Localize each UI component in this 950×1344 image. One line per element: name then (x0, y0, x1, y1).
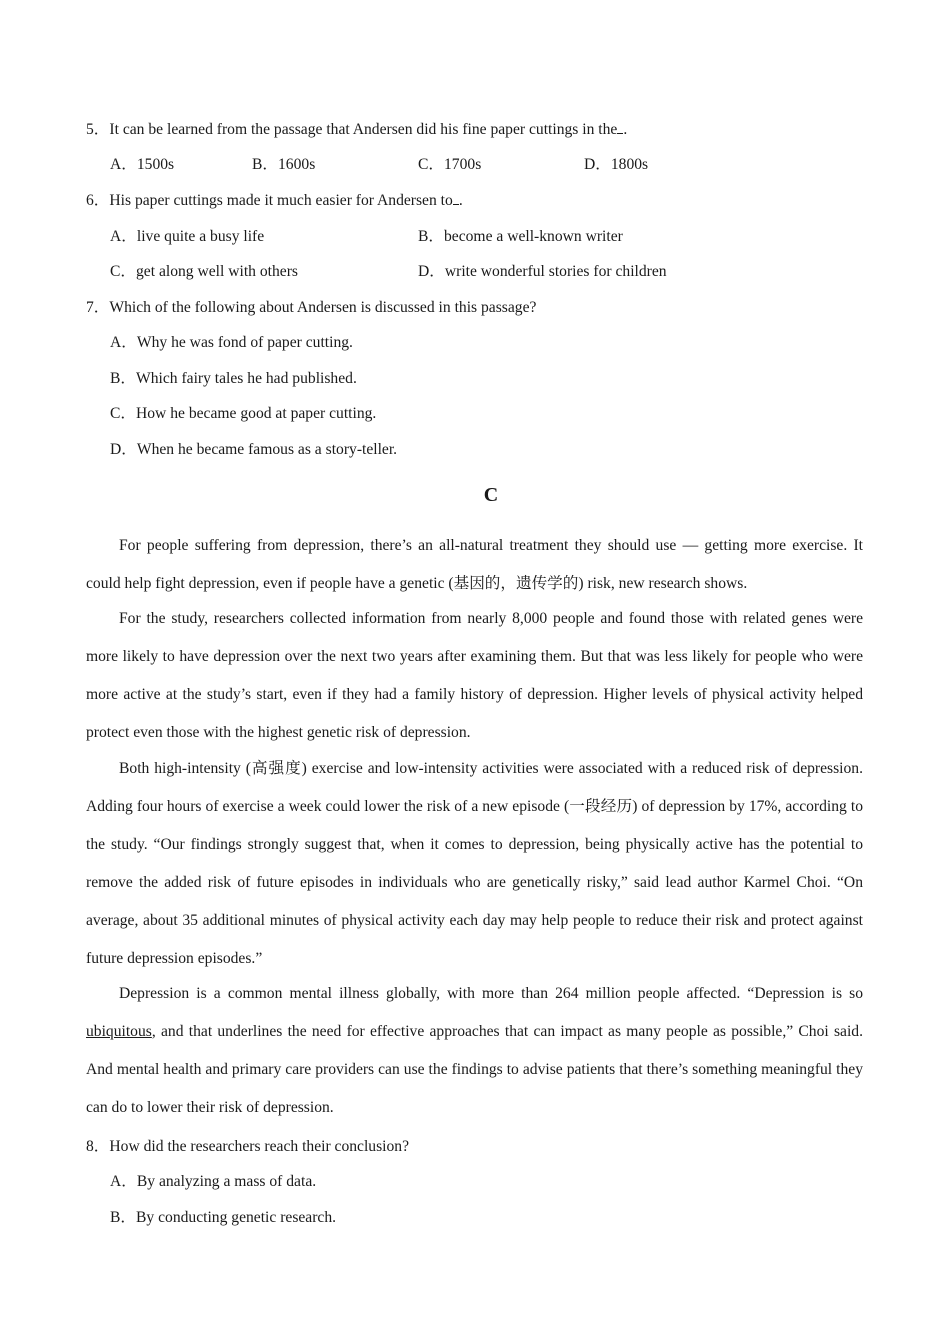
question-number: 7． (86, 299, 110, 316)
question-6-stem: 6．His paper cuttings made it much easier for Andersen to . (86, 192, 463, 209)
q5-option-b[interactable]: B．1600s (252, 156, 316, 173)
passage-paragraph-1: For people suffering from depression, there’s an all-natural treatment they should use — getting more exercise. It could help fight depression, even if people have a genetic (基因的，遗传学的) risk, new research shows. (86, 537, 863, 592)
q5-option-d[interactable]: D．1800s (584, 156, 649, 173)
q7-option-d[interactable]: D．When he became famous as a story-teller. (110, 441, 398, 458)
question-text: His paper cuttings made it much easier for Andersen to (109, 192, 453, 209)
section-heading: C (483, 484, 499, 506)
underlined-word: ubiquitous (86, 1023, 152, 1040)
question-8-stem (86, 1134, 409, 1156)
question-number: 6． (86, 192, 110, 209)
q7-option-c[interactable]: C．How he became good at paper cutting. (110, 405, 377, 422)
question-text: It can be learned from the passage that Andersen did his fine paper cuttings in the (109, 121, 618, 138)
q5-option-c[interactable]: C．1700s (418, 156, 482, 173)
question-number: 5． (86, 121, 110, 138)
question-7-stem (86, 295, 536, 317)
question-text: Which of the following about Andersen is discussed in this passage? (109, 299, 537, 316)
passage-paragraph-2: For the study, researchers collected information from nearly 8,000 people and found those with related genes were more likely to have depression over the next two years after examining them. But that was less likely for people who were more active at the study’s start, even if they had a family history of depression. Higher levels of physical activity helped protect even those with the highest genetic risk of depression. (86, 610, 863, 741)
question-number: 8． (86, 1138, 110, 1155)
question-5-stem: 5．It can be learned from the passage that Andersen did his fine paper cuttings in the . (86, 121, 628, 138)
q8-option-a[interactable]: A．By analyzing a mass of data. (110, 1173, 317, 1190)
q8-option-b[interactable]: B．By conducting genetic research. (110, 1209, 337, 1226)
q5-option-a[interactable]: A．1500s (110, 156, 175, 173)
passage-paragraph-4: Depression is a common mental illness globally, with more than 264 million people affected. “Depression is so ubiquitous, and that underlines the need for effective approaches that can impact as many people as possible,” Choi said. And mental health and primary care providers can use the findings to advise patients that there’s something meaningful they can do to lower their risk of depression. (86, 985, 863, 1116)
question-text: How did the researchers reach their conclusion? (109, 1138, 410, 1155)
q7-option-b[interactable]: B．Which fairy tales he had published. (110, 370, 357, 387)
q6-option-a[interactable]: A．live quite a busy life (110, 228, 265, 245)
q6-option-c[interactable]: C．get along well with others (110, 263, 298, 280)
q6-option-d[interactable]: D．write wonderful stories for children (418, 263, 667, 280)
q7-option-a[interactable]: A．Why he was fond of paper cutting. (110, 334, 353, 351)
q6-option-b[interactable]: B．become a well-known writer (418, 228, 623, 245)
passage-paragraph-3: Both high-intensity (高强度) exercise and low-intensity activities were associated with a reduced risk of depression. Adding four hours of exercise a week could lower the risk of a new episode (一段经历) of depression by 17%, according to the study. “Our findings strongly suggest that, when it comes to depression, being physically active has the potential to remove the added risk of future episodes in individuals who are genetically risky,” said lead author Karmel Choi. “On average, about 35 additional minutes of physical activity each day may help people to reduce their risk and protect against future depression episodes.” (86, 760, 863, 967)
